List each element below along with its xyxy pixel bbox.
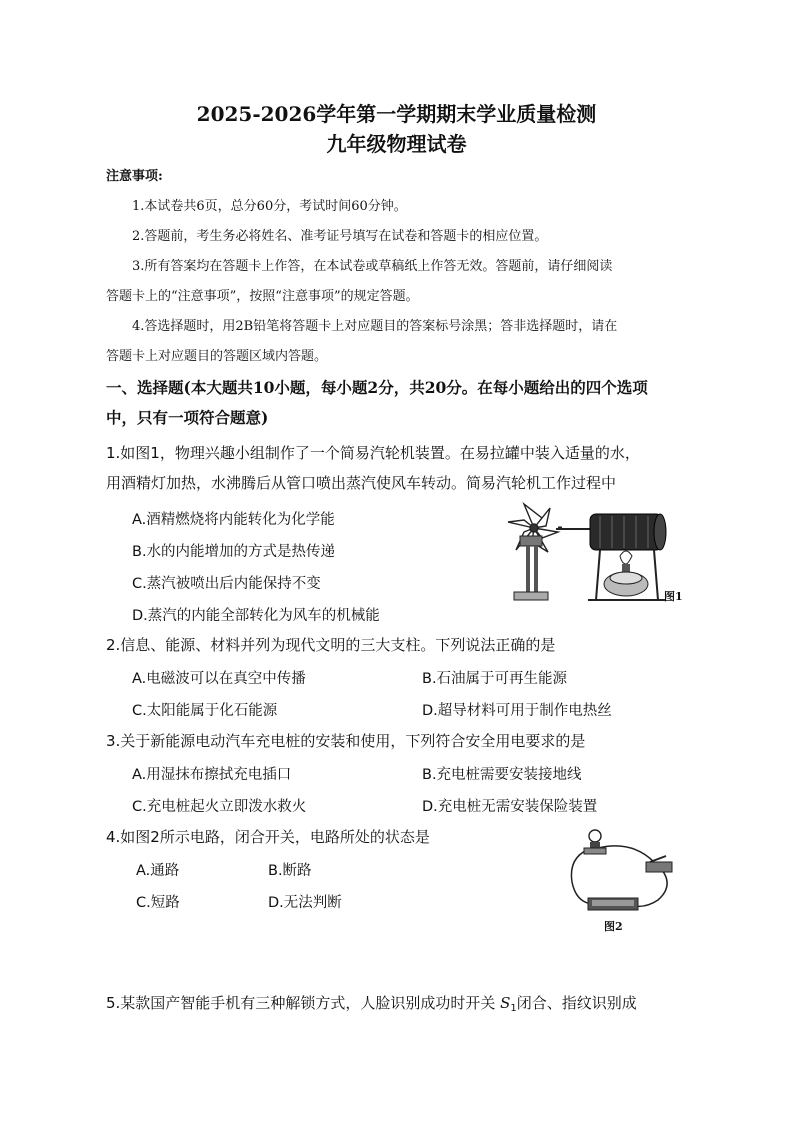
question-1-stem: 用酒精灯加热，水沸腾后从管口喷出蒸汽使风车转动。简易汽轮机工作过程中 <box>106 474 617 492</box>
question-1-option-d: D.蒸汽的内能全部转化为风车的机械能 <box>132 608 380 624</box>
section-heading: 一、选择题(本大题共10小题，每小题2分，共20分。在每小题给出的四个选项 <box>106 378 648 397</box>
notes-heading: 注意事项: <box>106 169 163 184</box>
question-4-stem: 4.如图2所示电路，闭合开关，电路所处的状态是 <box>106 828 430 846</box>
switch-subscript: 1 <box>510 1003 517 1014</box>
question-3-option-a: A.用湿抹布擦拭充电插口 <box>132 767 292 783</box>
note-item: 答题卡上对应题目的答题区域内答题。 <box>106 349 328 364</box>
figure-2-circuit-image <box>562 826 682 914</box>
note-item: 4.答选择题时，用2B铅笔将答题卡上对应题目的答案标号涂黑；答非选择题时，请在 <box>132 319 618 334</box>
question-4-option-c: C.短路 <box>136 895 180 911</box>
question-1-option-b: B.水的内能增加的方式是热传递 <box>132 544 336 560</box>
question-3-option-d: D.充电桩无需安装保险装置 <box>422 799 598 815</box>
question-3-option-b: B.充电桩需要安装接地线 <box>422 767 582 783</box>
question-4-option-d: D.无法判断 <box>268 895 342 911</box>
note-item: 3.所有答案均在答题卡上作答，在本试卷或草稿纸上作答无效。答题前，请仔细阅读 <box>132 259 613 274</box>
question-1-option-a: A.酒精燃烧将内能转化为化学能 <box>132 512 335 528</box>
question-4-option-b: B.断路 <box>268 863 312 879</box>
question-4-option-a: A.通路 <box>136 863 180 879</box>
exam-title: 2025-2026学年第一学期期末学业质量检测 <box>196 102 597 126</box>
question-2-option-a: A.电磁波可以在真空中传播 <box>132 671 306 687</box>
question-2-option-d: D.超导材料可用于制作电热丝 <box>422 703 612 719</box>
exam-subtitle: 九年级物理试卷 <box>326 132 467 156</box>
question-1-option-c: C.蒸汽被喷出后内能保持不变 <box>132 576 321 592</box>
switch-symbol: S <box>500 994 511 1012</box>
section-heading: 中，只有一项符合题意) <box>106 408 269 427</box>
note-item: 答题卡上的“注意事项”，按照“注意事项”的规定答题。 <box>106 289 419 304</box>
question-1-stem: 1.如图1，物理兴趣小组制作了一个简易汽轮机装置。在易拉罐中装入适量的水， <box>106 444 640 462</box>
question-2-option-c: C.太阳能属于化石能源 <box>132 703 278 719</box>
question-3-stem: 3.关于新能源电动汽车充电桩的安装和使用，下列符合安全用电要求的是 <box>106 732 586 750</box>
note-item: 2.答题前，考生务必将姓名、准考证号填写在试卷和答题卡的相应位置。 <box>132 229 548 244</box>
question-2-stem: 2.信息、能源、材料并列为现代文明的三大支柱。下列说法正确的是 <box>106 636 556 654</box>
figure-2-label: 图2 <box>604 920 623 933</box>
figure-1-label: 图1 <box>664 590 683 603</box>
question-3-option-c: C.充电桩起火立即泼水救火 <box>132 799 307 815</box>
question-2-option-b: B.石油属于可再生能源 <box>422 671 568 687</box>
question-5-stem: 5.某款国产智能手机有三种解锁方式，人脸识别成功时开关 $S_1$闭合、指纹识别成 <box>106 994 637 1014</box>
note-item: 1.本试卷共6页，总分60分，考试时间60分钟。 <box>132 199 407 214</box>
